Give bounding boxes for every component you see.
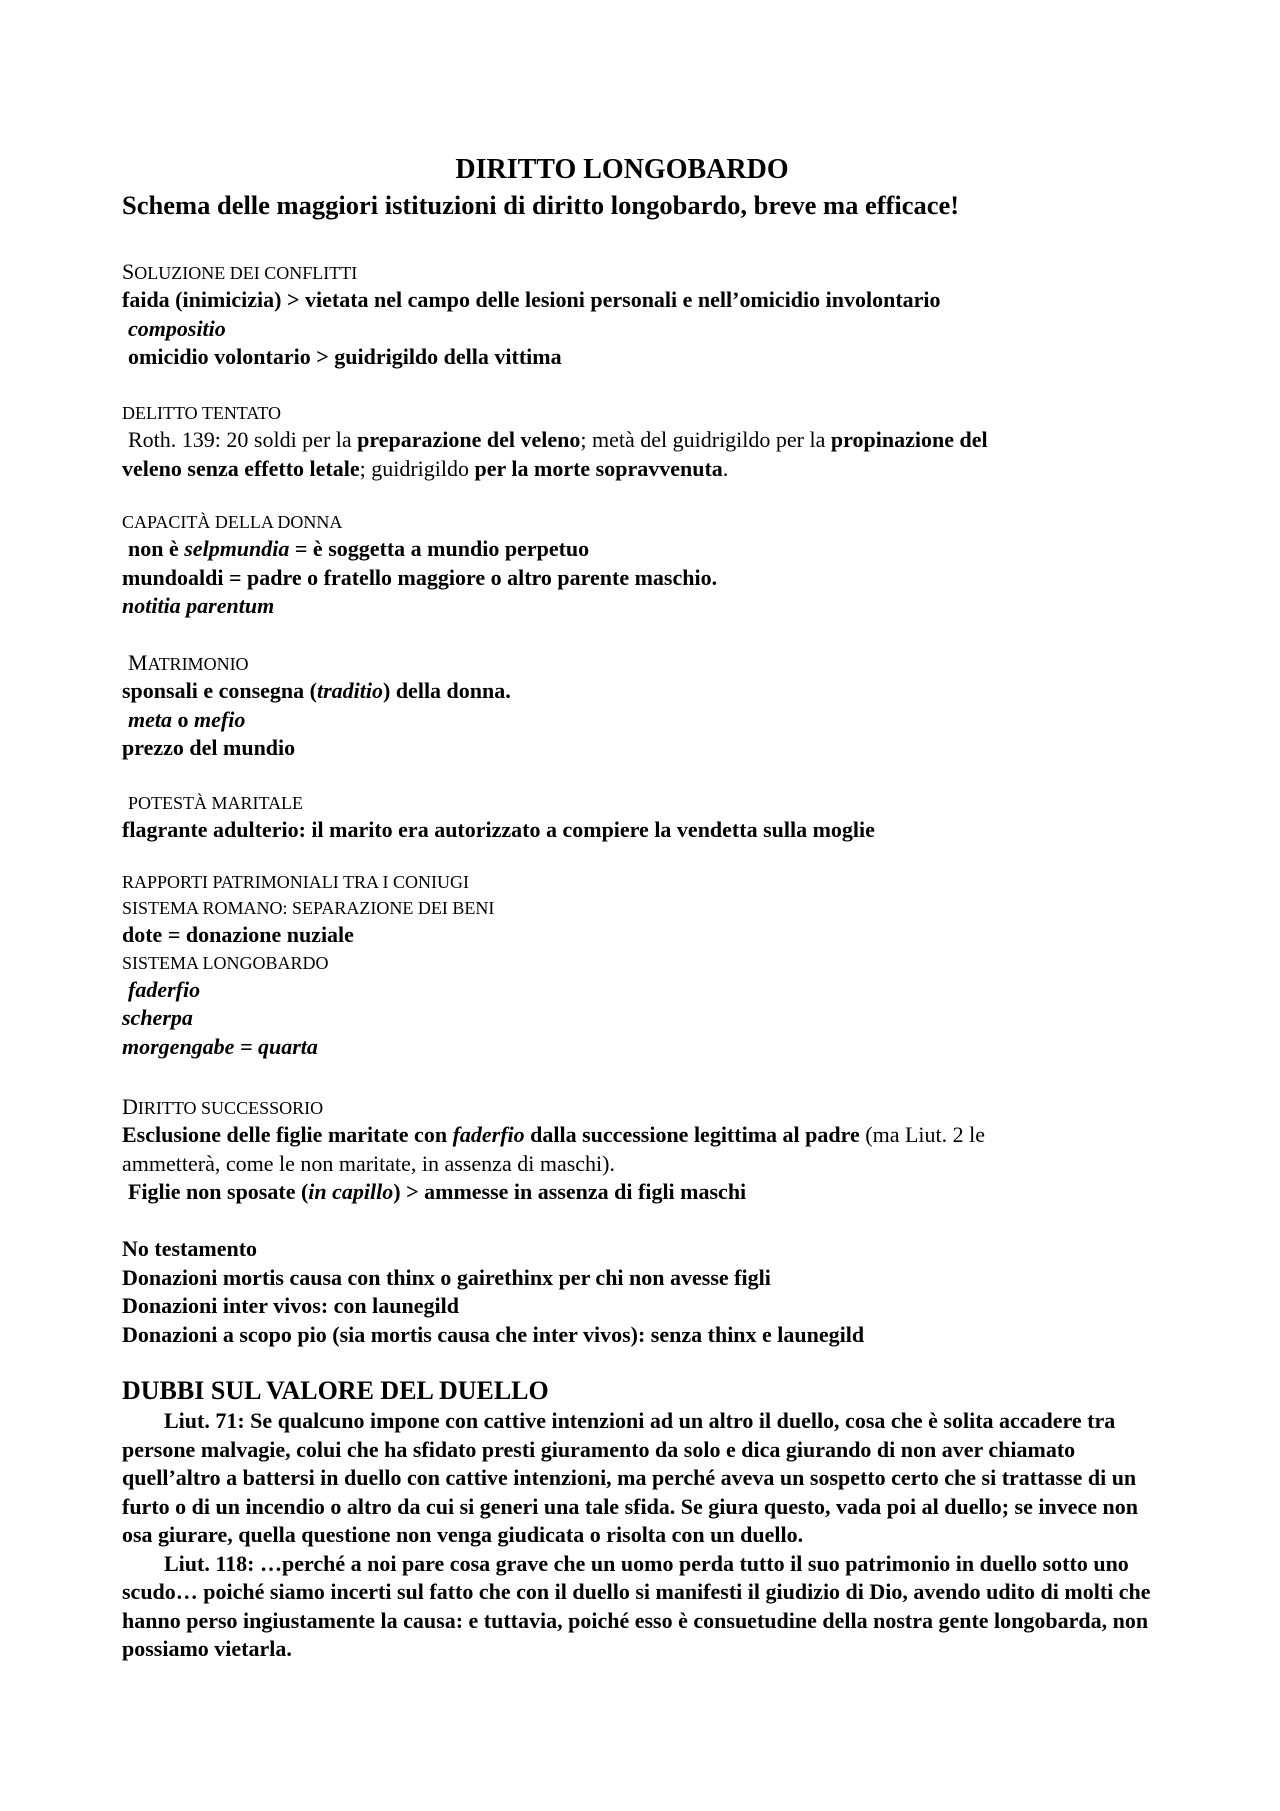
text-line: No testamento <box>122 1236 258 1261</box>
section-soluzione-conflitti <box>122 259 1162 372</box>
text-line: flagrante adulterio: il marito era autorizzato a compiere la vendetta sulla moglie <box>122 817 875 842</box>
paragraph: Liut. 71: Se qualcuno impone con cattive intenzioni ad un altro il duello, cosa che è solita accadere tra persone malvagie, colui che ha sfidato presti giuramento da solo e dica giurando di non aver chiamato quell’altro a battersi in duello con cattive intenzioni, ma perché aveva un sospetto certo che si trattasse di un furto o di un incendio o altro da cui si generi una tale sfida. Se giura questo, vada poi al duello; se invece non osa giurare, quella questione non venga giudicata o risolta con un duello. <box>122 1408 1138 1547</box>
section-heading: CAPACITÀ DELLA DONNA <box>122 512 343 532</box>
section-rapporti-patrimoniali <box>122 869 1162 1061</box>
section-heading: RAPPORTI PATRIMONIALI TRA I CONIUGI <box>122 872 469 892</box>
section-heading: POTESTÀ MARITALE <box>128 793 304 813</box>
section-matrimonio <box>122 650 1162 763</box>
document-subtitle: Schema delle maggiori istituzioni di diritto longobardo, breve ma efficace! <box>122 190 960 220</box>
text-line: notitia parentum <box>122 593 275 618</box>
text-line: faderfio <box>128 976 201 1002</box>
paragraph: Liut. 118: …perché a noi pare cosa grave che un uomo perda tutto il suo patrimonio in duello sotto uno scudo… poiché siamo incerti sul fatto che con il duello si manifesti il giudizio di Dio, avendo udito di molti che hanno perso ingiustamente la causa: e tuttavia, poiché esso è consuetudine della nostra gente longobarda, non possiamo vietarla. <box>122 1550 1151 1661</box>
section-diritto-successorio <box>122 1094 1162 1207</box>
subsection-heading: SISTEMA ROMANO: SEPARAZIONE DEI BENI <box>122 898 495 918</box>
text-line: Donazioni mortis causa con thinx o gairethinx per chi non avesse figli <box>122 1264 771 1290</box>
text-line: morgengabe = quarta <box>122 1033 318 1059</box>
text-line: Donazioni inter vivos: con launegild <box>122 1293 459 1318</box>
text-line: meta o mefio <box>128 706 246 732</box>
text-line: non è selpmundia = è soggetta a mundio perpetuo <box>128 536 590 561</box>
text-line: veleno senza effetto letale; guidrigildo per la morte sopravvenuta. <box>122 455 729 481</box>
text-line: faida (inimicizia) > vietata nel campo delle lesioni personali e nell’omicidio involontario <box>122 287 941 312</box>
text-line: compositio <box>128 315 226 341</box>
section-heading: SOLUZIONE DEI CONFLITTI <box>122 259 358 284</box>
section-potesta-maritale <box>122 790 1162 845</box>
document-title: DIRITTO LONGOBARDO <box>455 154 789 185</box>
text-line: Figlie non sposate (in capillo) > ammesse in assenza di figli maschi <box>128 1179 747 1204</box>
section-capacita-donna <box>122 509 1162 621</box>
subsection-heading: SISTEMA LONGOBARDO <box>122 952 329 973</box>
text-line: mundoaldi = padre o fratello maggiore o altro parente maschio. <box>122 564 718 590</box>
section-title: DUBBI SUL VALORE DEL DUELLO <box>122 1376 549 1405</box>
text-line: Donazioni a scopo pio (sia mortis causa che inter vivos): senza thinx e launegild <box>122 1321 865 1347</box>
section-heading: DELITTO TENTATO <box>122 403 282 423</box>
paragraph-block <box>122 1407 1162 1664</box>
section-testamento-donazioni <box>122 1235 1162 1349</box>
section-heading: DIRITTO SUCCESSORIO <box>122 1094 324 1119</box>
text-line: Esclusione delle figlie maritate con faderfio dalla successione legittima al padre (ma Liut. 2 le <box>122 1122 985 1147</box>
text-line: omicidio volontario > guidrigildo della vittima <box>128 344 562 369</box>
section-dubbi-duello <box>122 1375 1162 1664</box>
section-delitto-tentato <box>122 400 1162 483</box>
section-heading: MATRIMONIO <box>128 650 249 675</box>
text-line: ammetterà, come le non maritate, in assenza di maschi). <box>122 1150 615 1176</box>
text-line: prezzo del mundio <box>122 735 296 760</box>
text-line: dote = donazione nuziale <box>122 922 354 947</box>
text-line: sponsali e consegna (traditio) della donna. <box>122 678 511 703</box>
text-line: Roth. 139: 20 soldi per la preparazione del veleno; metà del guidrigildo per la propinazione del <box>128 427 988 452</box>
text-line: scherpa <box>122 1005 193 1030</box>
